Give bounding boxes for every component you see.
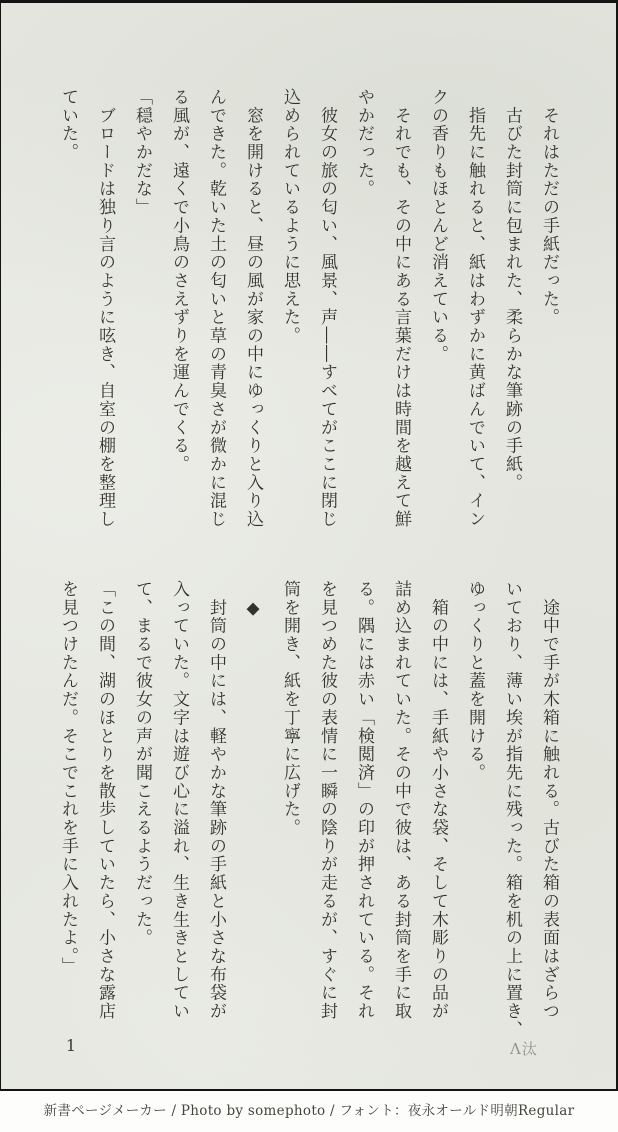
- credit-text: 新書ページメーカー / Photo by somephoto / フォント：夜永オールド明朝Regular: [43, 1103, 575, 1119]
- text-column: を見つけたんだ。そこでこれを手に入れたよ。」: [58, 580, 78, 976]
- text-column: を見つめた彼の表情に一瞬の陰りが走るが、すぐに封: [317, 580, 337, 1021]
- text-column: 「この間、湖のほとりを散歩していたら、小さな露店: [95, 580, 115, 1021]
- text-column: やかだった。: [354, 88, 374, 199]
- text-column: いており、薄い埃が指先に残った。箱を机の上に置き、: [502, 580, 522, 1039]
- text-column: 入っていた。文字は遊び心に溢れ、生き生きとしてい: [169, 580, 189, 1021]
- credit-bar: [0, 1091, 618, 1132]
- text-column: 古びた封筒に包まれた、柔らかな筆跡の手紙。: [502, 88, 522, 492]
- text-column: 筒を開き、紙を丁寧に広げた。: [280, 580, 300, 837]
- text-column: んできた。乾いた土の匂いと草の青臭さが微かに混じ: [206, 88, 226, 529]
- text-column: それでも、その中にある言葉だけは時間を越えて鮮: [391, 88, 411, 529]
- text-column: クの香りもほとんど消えている。: [428, 88, 448, 364]
- text-column: ブロードは独り言のように呟き、自室の棚を整理し: [95, 88, 115, 529]
- page-number: 1: [65, 1036, 77, 1055]
- text-block-bottom: [49, 580, 567, 1039]
- text-column: 詰め込まれていた。その中で彼は、ある封筒を手に取: [391, 580, 411, 1021]
- text-column: て、まるで彼女の声が聞こえるようだった。: [132, 580, 152, 947]
- text-column: 指先に触れると、紙はわずかに黄ばんでいて、イン: [465, 88, 485, 529]
- text-column: 「穏やかだな」: [132, 88, 152, 217]
- text-column: る風が、遠くで小鳥のさえずりを運んでくる。: [169, 88, 189, 474]
- diamond-separator: ◆: [243, 580, 263, 620]
- text-column: ていた。: [58, 88, 78, 162]
- text-column: 途中で手が木箱に触れる。古びた箱の表面はざらつ: [539, 580, 559, 1021]
- author-watermark: Λ汰: [510, 1040, 538, 1058]
- text-column: ゆっくりと蓋を開ける。: [465, 580, 485, 782]
- text-column: 窓を開けると、昼の風が家の中にゆっくりと入り込: [243, 88, 263, 529]
- text-column: る。隅には赤い「検閲済」の印が押されている。それ: [354, 580, 374, 1021]
- text-block-top: [49, 88, 567, 532]
- text-column: 込められているように思えた。: [280, 88, 300, 345]
- text-column: 彼女の旅の匂い、風景、声――すべてがここに閉じ: [317, 88, 337, 529]
- text-column: それはただの手紙だった。: [539, 88, 559, 327]
- text-column: 箱の中には、手紙や小さな袋、そして木彫りの品が: [428, 580, 448, 1021]
- text-column: 封筒の中には、軽やかな筆跡の手紙と小さな布袋が: [206, 580, 226, 1021]
